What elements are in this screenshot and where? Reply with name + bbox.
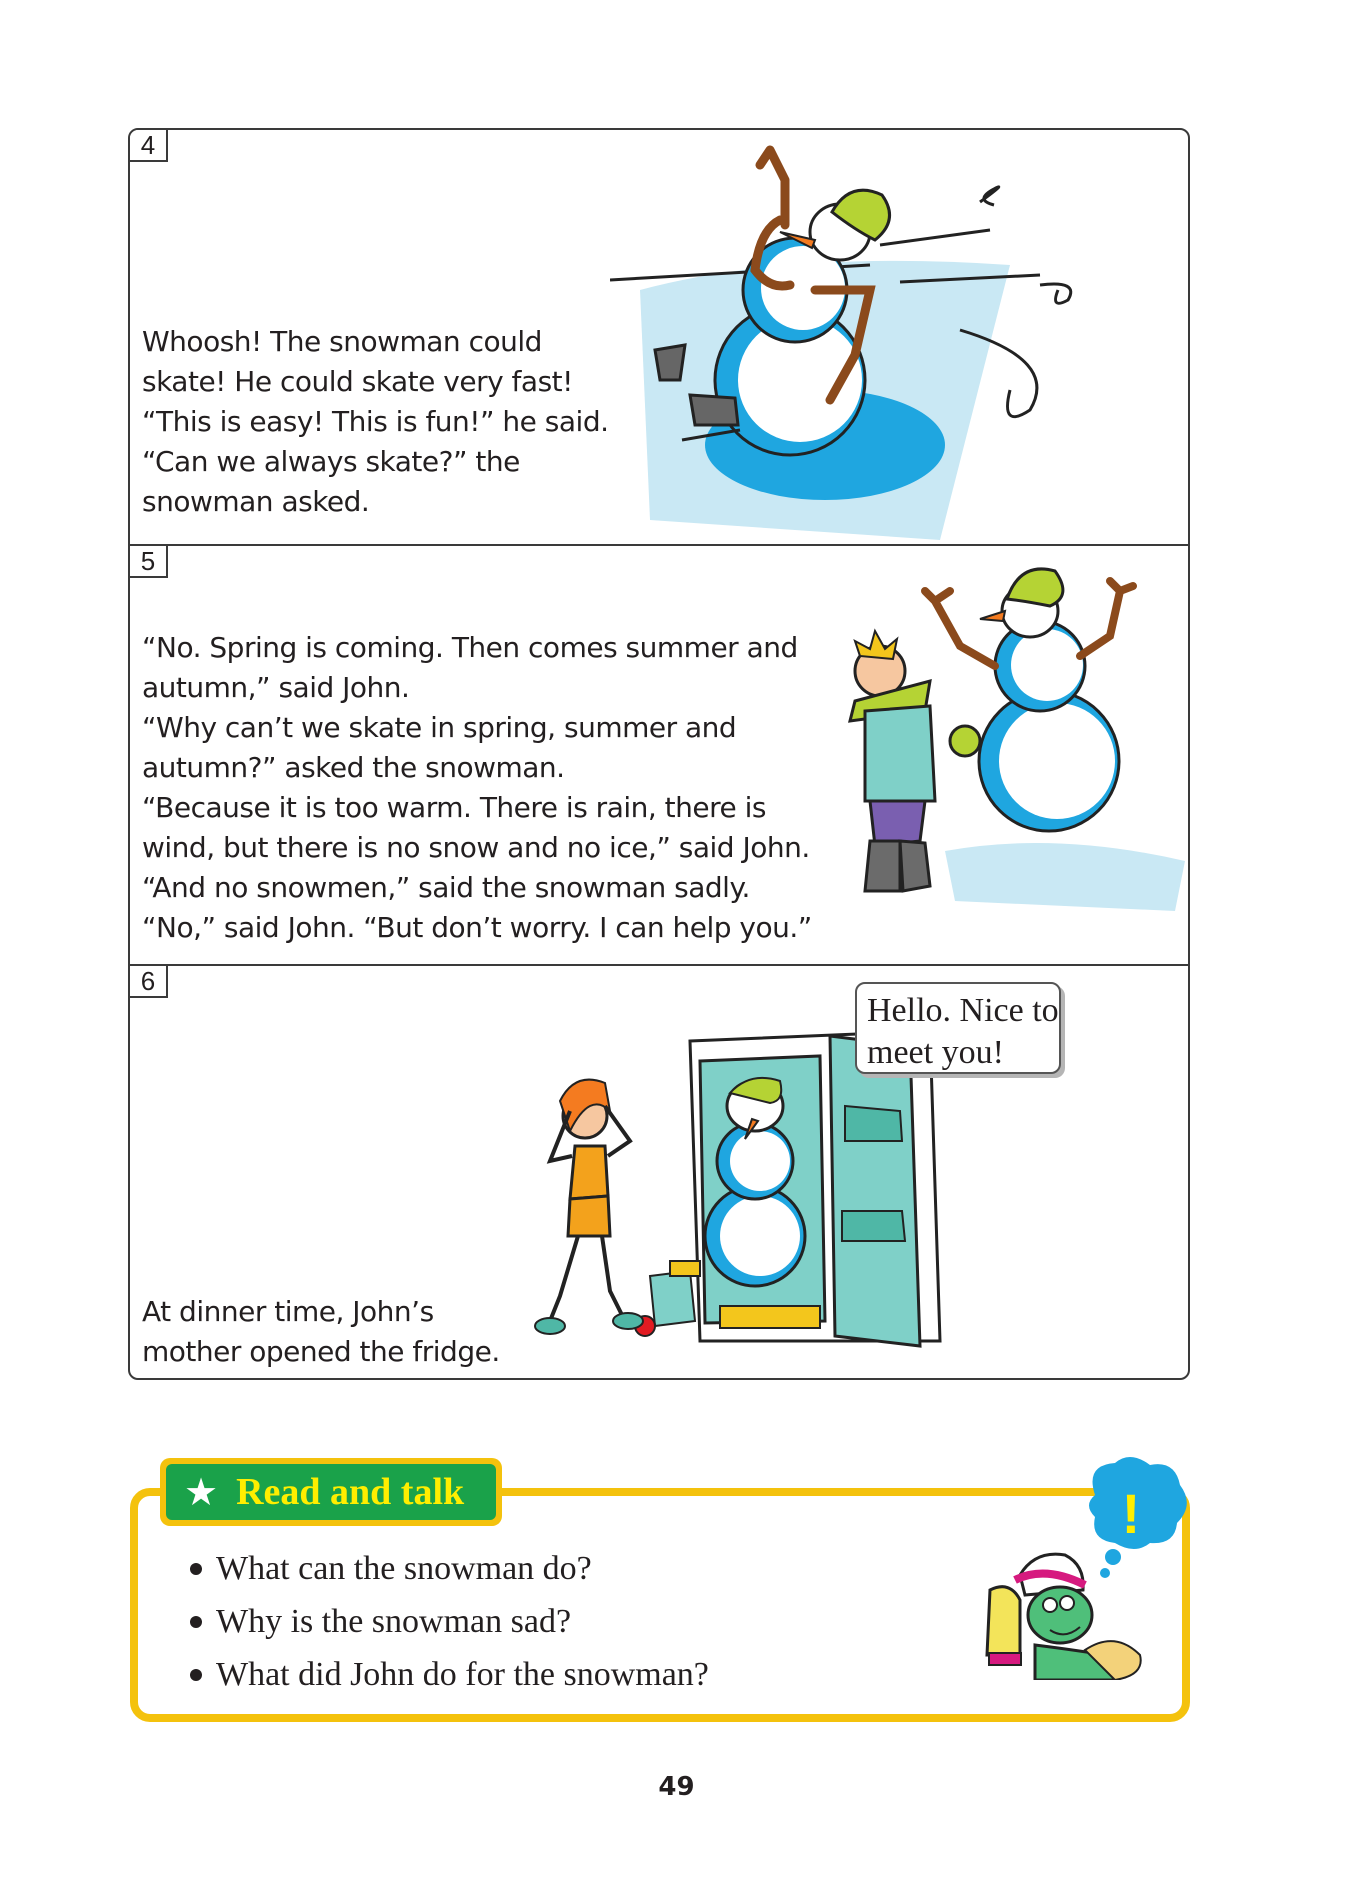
question-item [190, 1595, 709, 1648]
story-panel-5 [130, 544, 1188, 964]
text-line: snowman asked. [142, 485, 370, 518]
star-icon: ★ [184, 1470, 219, 1514]
text-line: “Why can’t we skate in spring, summer and [142, 711, 737, 744]
text-line: At dinner time, John’s [142, 1295, 434, 1328]
bullet-icon [190, 1616, 202, 1628]
text-line: “And no snowmen,” said the snowman sadly. [142, 871, 750, 904]
question-text: Why is the snowman sad? [216, 1603, 572, 1640]
bullet-icon [190, 1563, 202, 1575]
panel-text [142, 628, 812, 948]
read-and-talk-title-bar [166, 1464, 496, 1520]
exclamation-mark: ! [1121, 1482, 1141, 1545]
text-line: skate! He could skate very fast! [142, 365, 573, 398]
story-panel-6 [130, 964, 1188, 1380]
question-item [190, 1648, 709, 1701]
panel-text [142, 322, 609, 522]
question-text: What did John do for the snowman? [216, 1656, 709, 1693]
skating-snowman-illustration [610, 140, 1140, 540]
panel-number: 5 [130, 546, 168, 578]
question-text: What can the snowman do? [216, 1550, 592, 1587]
read-and-talk-tab [160, 1458, 502, 1526]
bullet-icon [190, 1669, 202, 1681]
panel-number: 6 [130, 966, 168, 998]
text-line: “Because it is too warm. There is rain, there is [142, 791, 767, 824]
panel-text [142, 1292, 500, 1372]
text-line: autumn?” asked the snowman. [142, 751, 565, 784]
speech-bubble [855, 982, 1061, 1074]
question-list [190, 1542, 709, 1701]
question-item [190, 1542, 709, 1595]
text-line: “Can we always skate?” the [142, 445, 520, 478]
text-line: “No. Spring is coming. Then comes summer and [142, 631, 798, 664]
story-panel-4 [130, 130, 1188, 544]
page-number: 49 [658, 1772, 695, 1802]
text-line: autumn,” said John. [142, 671, 410, 704]
thinking-mascot-illustration [965, 1455, 1190, 1680]
story-frame [128, 128, 1190, 1380]
speech-line: meet you! [867, 1034, 1004, 1071]
text-line: Whoosh! The snowman could [142, 325, 542, 358]
panel-number: 4 [130, 130, 168, 162]
read-and-talk-title: Read and talk [236, 1471, 465, 1513]
text-line: wind, but there is no snow and no ice,” said John. [142, 831, 810, 864]
text-line: mother opened the fridge. [142, 1335, 500, 1368]
text-line: “No,” said John. “But don’t worry. I can help you.” [142, 911, 812, 944]
john-and-snowman-illustration [835, 561, 1185, 931]
text-line: “This is easy! This is fun!” he said. [142, 405, 609, 438]
speech-line: Hello. Nice to [867, 992, 1059, 1029]
